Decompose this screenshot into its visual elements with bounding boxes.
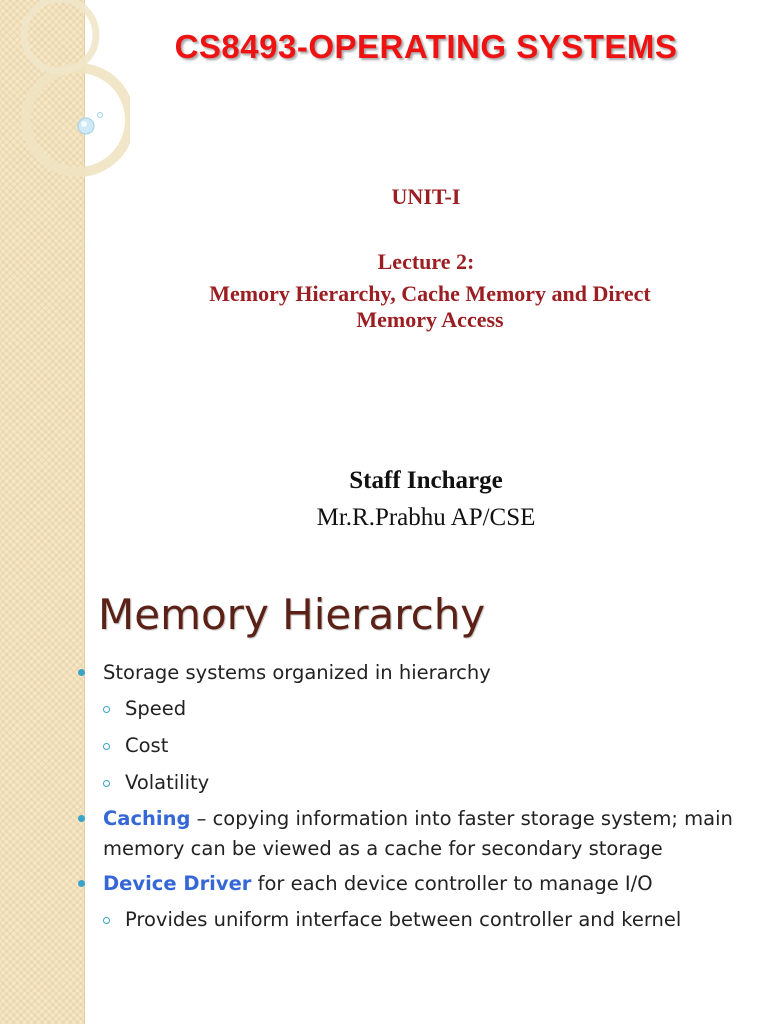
bullet-text: Volatility [125, 771, 210, 794]
bullet-device-driver [78, 869, 748, 899]
bullet-ring-icon [103, 917, 110, 924]
bullet-caching [78, 804, 748, 864]
sub-bullet-speed [78, 693, 748, 725]
bullet-text: Speed [125, 697, 187, 720]
bullet-ring-icon [103, 780, 110, 787]
unit-heading: UNIT-I [391, 184, 461, 209]
lecture-topic [140, 281, 720, 333]
bullet-text: for each device controller to manage I/O [251, 872, 653, 895]
bullet-text: – copying information into faster storage system; main memory can be viewed as a cache for secondary storage [103, 807, 733, 860]
slide-title: Memory Hierarchy [98, 590, 486, 639]
bullet-list [78, 658, 748, 941]
course-title: CS8493-OPERATING SYSTEMS [174, 28, 678, 65]
staff-name: Mr.R.Prabhu AP/CSE [316, 504, 536, 531]
lecture-topic-line-1: Memory Hierarchy, Cache Memory and Direct [209, 281, 651, 306]
bullet-storage-systems [78, 658, 748, 688]
bullet-dot-icon [78, 815, 85, 822]
lecture-label: Lecture 2: [377, 249, 475, 274]
keyword-caching: Caching [103, 807, 191, 830]
sub-bullet-cost [78, 730, 748, 762]
memory-hierarchy-slide [0, 570, 768, 1024]
keyword-device-driver: Device Driver [103, 872, 252, 895]
bullet-text: Cost [125, 734, 169, 757]
bullet-dot-icon [78, 669, 85, 676]
sub-bullet-uniform-interface [78, 904, 748, 936]
bullet-ring-icon [103, 706, 110, 713]
bullet-text: Provides uniform interface between controller and kernel [125, 908, 682, 931]
staff-label: Staff Incharge [349, 467, 503, 494]
bullet-text: Storage systems organized in hierarchy [103, 661, 491, 684]
sub-bullet-volatility [78, 767, 748, 799]
bullet-dot-icon [78, 880, 85, 887]
bullet-ring-icon [103, 743, 110, 750]
lecture-topic-line-2: Memory Access [356, 307, 504, 332]
